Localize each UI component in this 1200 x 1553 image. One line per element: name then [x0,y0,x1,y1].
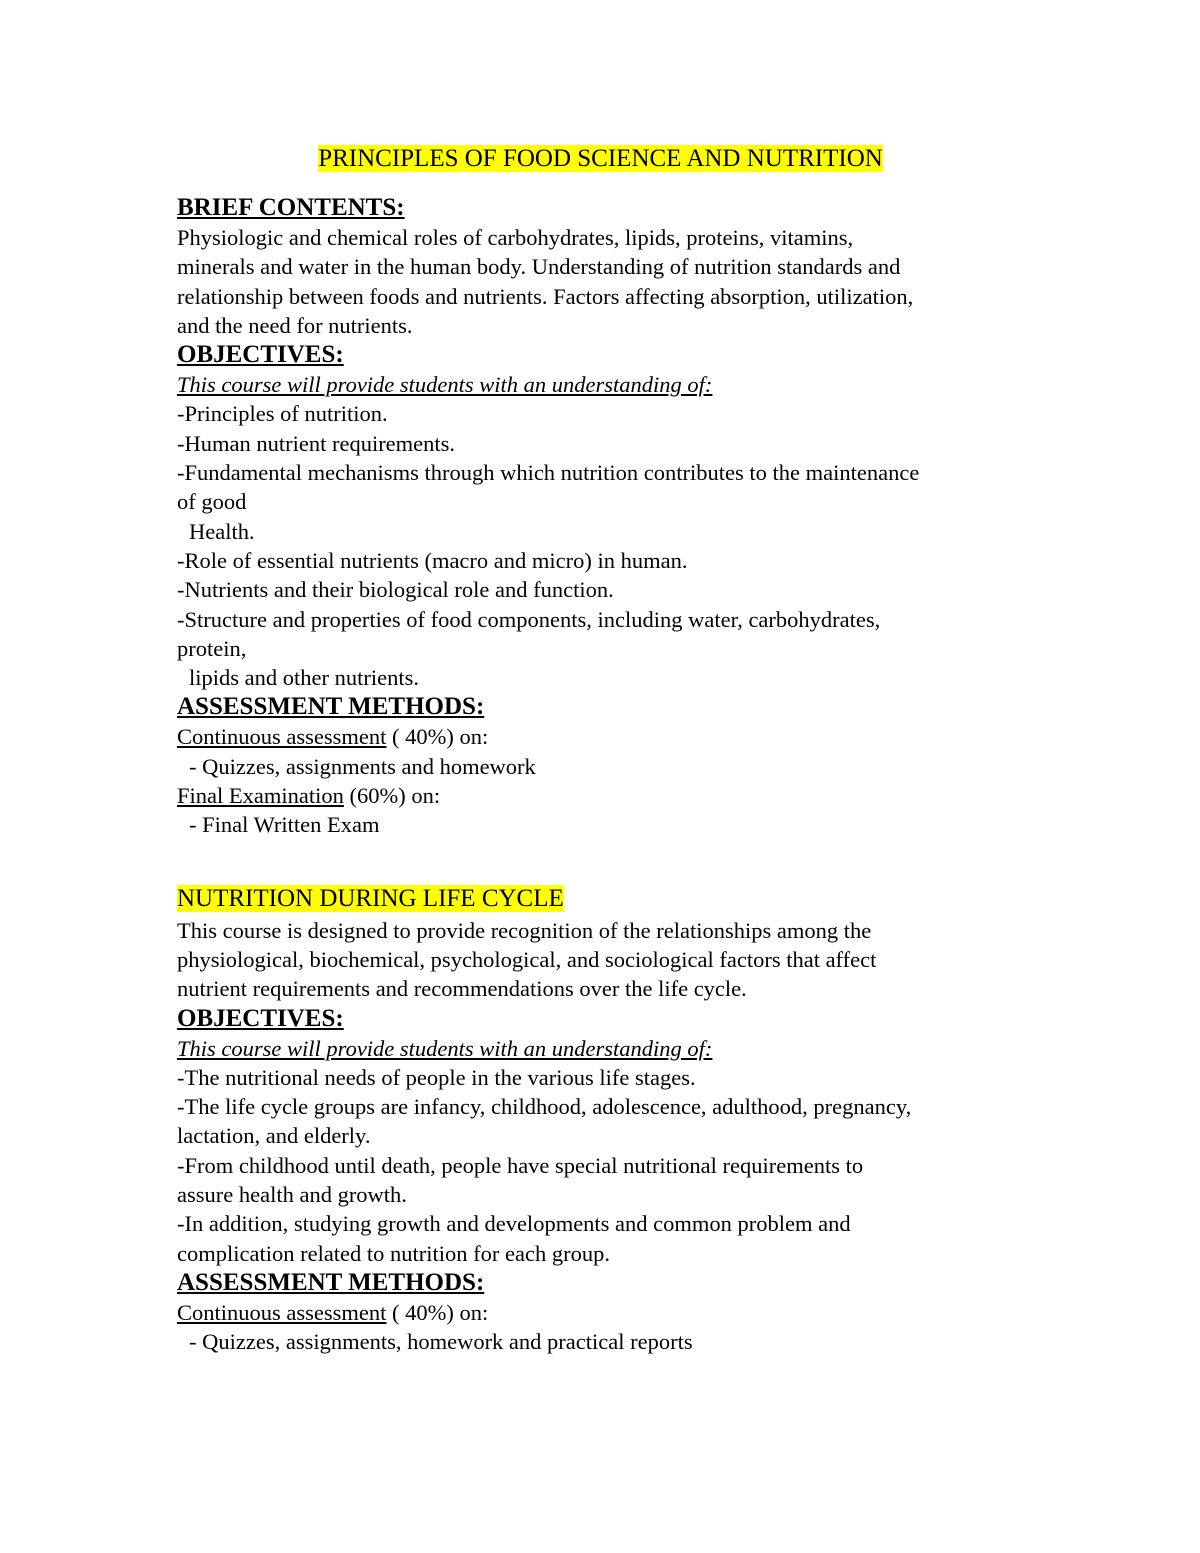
course2-desc-line-1: This course is designed to provide recognition of the relationships among the [177,917,872,943]
course1-continuous-pct: ( 40%) on: [386,724,489,750]
course2-objective-4: -In addition, studying growth and developments and common problem and [177,1211,851,1237]
course2-desc-line-2: physiological, biochemical, psychological, and sociological factors that affect [177,946,877,972]
course2-title: NUTRITION DURING LIFE CYCLE [177,884,564,912]
course2-continuous-item: - Quizzes, assignments, homework and practical reports [189,1329,693,1355]
course1-brief-line-2: minerals and water in the human body. Understanding of nutrition standards and [177,254,901,280]
course2-desc-line-3: nutrient requirements and recommendations over the life cycle. [177,976,747,1002]
course2-continuous-pct: ( 40%) on: [386,1299,489,1325]
course2-objective-4-cont: complication related to nutrition for each group. [177,1240,610,1266]
course2-objective-2-cont: lactation, and elderly. [177,1123,371,1149]
course1-objectives-heading: OBJECTIVES: [177,341,344,369]
course2-continuous-line [177,1298,1024,1327]
course1-assessment-heading: ASSESSMENT METHODS: [177,693,485,721]
course1-continuous-line [177,722,1024,751]
course1-title: PRINCIPLES OF FOOD SCIENCE AND NUTRITION [318,145,883,172]
course2-assessment-heading: ASSESSMENT METHODS: [177,1268,485,1296]
course1-objective-3-cont: of good [177,489,247,515]
course1-objective-6-cont: protein, [177,635,247,661]
course1-brief-line-4: and the need for nutrients. [177,312,413,338]
course1-objective-2: -Human nutrient requirements. [177,430,456,456]
course1-objective-4: -Role of essential nutrients (macro and micro) in human. [177,547,688,573]
course2-title-line [177,882,1024,916]
course1-objective-6: -Structure and properties of food components, including water, carbohydrates, [177,606,881,632]
course1-continuous-label: Continuous assessment [177,724,387,750]
course1-objective-3: -Fundamental mechanisms through which nutrition contributes to the maintenance [177,460,920,486]
course1-brief-line-1: Physiologic and chemical roles of carbohydrates, lipids, proteins, vitamins, [177,225,854,250]
course2-continuous-label: Continuous assessment [177,1299,387,1325]
course1-continuous-item: - Quizzes, assignments and homework [189,753,536,779]
course1-objectives-intro: This course will provide students with an understanding of: [177,372,713,398]
course1-final-item: - Final Written Exam [189,812,380,838]
course1-final-label: Final Examination [177,783,344,809]
section-spacer [177,840,1024,882]
course2-objective-1: -The nutritional needs of people in the various life stages. [177,1064,696,1090]
course2-objective-3: -From childhood until death, people have special nutritional requirements to [177,1152,864,1178]
course2-objectives-intro: This course will provide students with an understanding of: [177,1035,713,1061]
course1-objective-6-end: lipids and other nutrients. [189,665,419,691]
course2-objectives-heading: OBJECTIVES: [177,1004,344,1032]
course1-title-line [177,142,1024,176]
course1-brief-line-3: relationship between foods and nutrients. Factors affecting absorption, utilization, [177,283,914,309]
course1-brief-heading: BRIEF CONTENTS: [177,194,405,221]
course2-objective-3-cont: assure health and growth. [177,1182,407,1208]
course1-objective-1: -Principles of nutrition. [177,401,388,427]
course2-objective-2: -The life cycle groups are infancy, childhood, adolescence, adulthood, pregnancy, [177,1094,912,1120]
course1-objective-5: -Nutrients and their biological role and function. [177,577,614,603]
course1-objective-3-end: Health. [189,518,255,544]
course1-final-line [177,781,1024,810]
course1-final-pct: (60%) on: [343,783,441,809]
